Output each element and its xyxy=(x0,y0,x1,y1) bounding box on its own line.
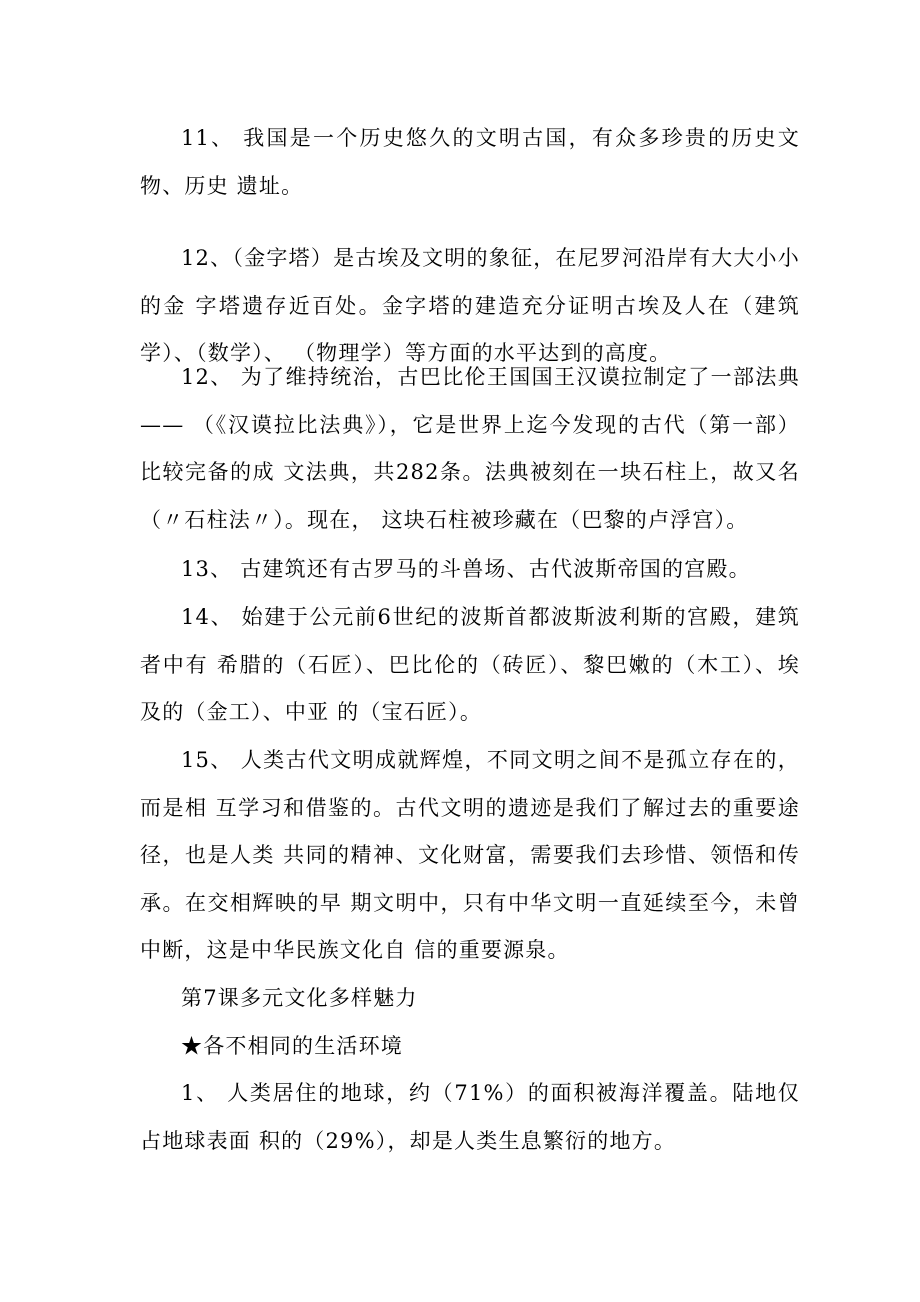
paragraph-13: 13、 古建筑还有古罗马的斗兽场、古代波斯帝国的宫殿。 xyxy=(181,557,751,581)
paragraph-14: 14、 始建于公元前6世纪的波斯首都波斯波利斯的宫殿，建筑者中有 希腊的（石匠）、巴比伦的（砖匠）、黎巴嫩的（木工）、埃及的（金工）、中亚 的（宝石匠）。 xyxy=(140,605,800,724)
section-title: ★各不相同的生活环境 xyxy=(181,1034,403,1058)
paragraph-1-earth: 1、 人类居住的地球，约（71%）的面积被海洋覆盖。陆地仅占地球表面 积的（29%），却是人类生息繁衍的地方。 xyxy=(140,1081,800,1153)
lesson-title: 第7课多元文化多样魅力 xyxy=(181,986,418,1010)
paragraph-11: 11、 我国是一个历史悠久的文明古国，有众多珍贵的历史文物、历史 遗址。 xyxy=(140,126,800,198)
paragraph-12-hammurabi: 12、 为了维持统治，古巴比伦王国国王汉谟拉制定了一部法典—— （《汉谟拉比法典》），它是世界上迄今发现的古代（第一部）比较完备的成 文法典，共282条。法典被刻在一块石柱上，故又名（〃石柱法〃）。现在， 这块石柱被珍藏在（巴黎的卢浮宫）。 xyxy=(140,365,800,532)
paragraph-12-pyramid: 12、（金字塔）是古埃及文明的象征，在尼罗河沿岸有大大小小的金 字塔遗存近百处。金字塔的建造充分证明古埃及人在（建筑学）、（数学）、 （物理学）等方面的水平达到的高度。 xyxy=(140,246,800,365)
paragraph-15: 15、 人类古代文明成就辉煌，不同文明之间不是孤立存在的，而是相 互学习和借鉴的。古代文明的遗迹是我们了解过去的重要途径，也是人类 共同的精神、文化财富，需要我们去珍惜、领悟和传承。在交相辉映的早 期文明中，只有中华文明一直延续至今，未曾中断，这是中华民族文化自 信的重要源泉。 xyxy=(140,748,800,962)
